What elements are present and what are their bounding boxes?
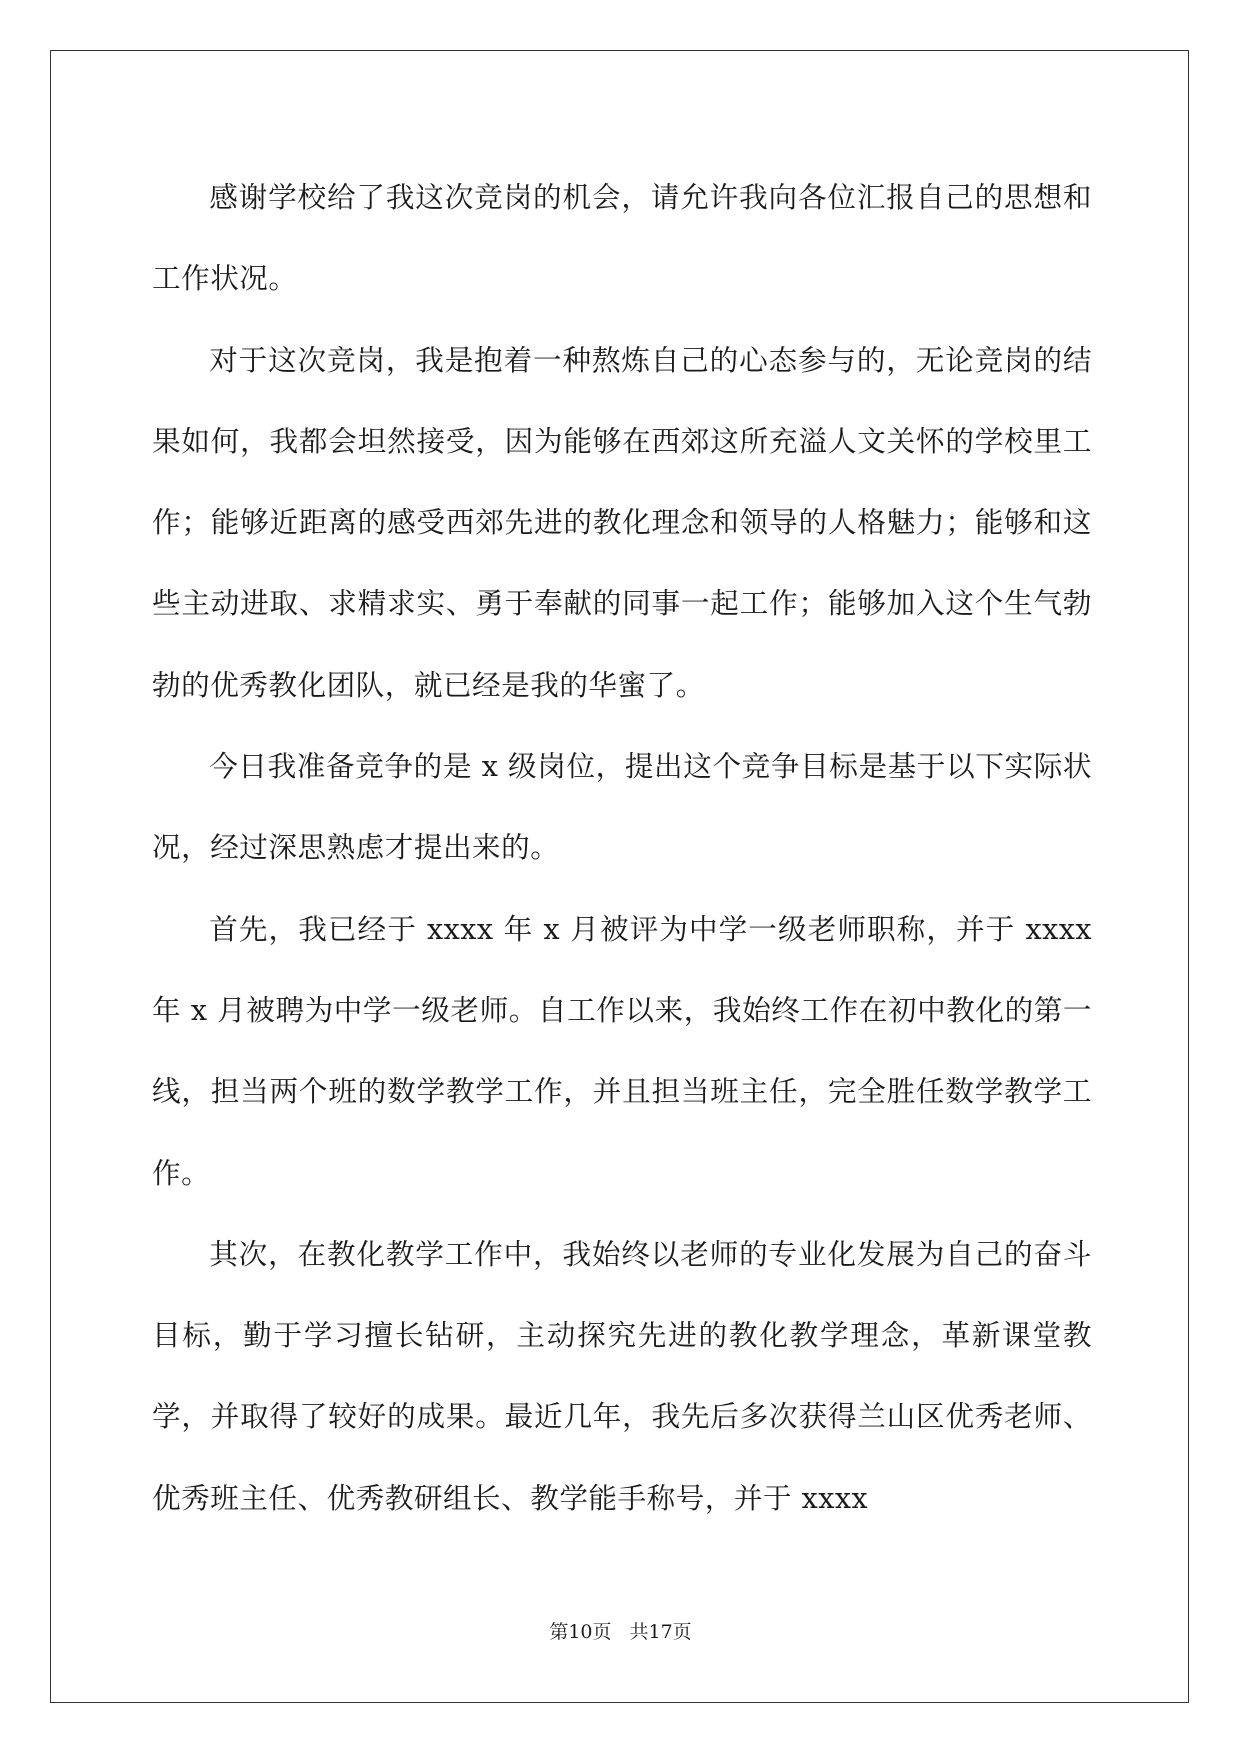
paragraph-1: 感谢学校给了我这次竞岗的机会，请允许我向各位汇报自己的思想和工作状况。 [152,180,1092,296]
document-body [152,157,1092,1539]
paragraph-2: 对于这次竞岗，我是抱着一种熬炼自己的心态参与的，无论竞岗的结果如何，我都会坦然接受，因为能够在西郊这所充溢人文关怀的学校里工作；能够近距离的感受西郊先进的教化理念和领导的人格魅力；能够和这些主动进取、求精求实、勇于奉献的同事一起工作；能够加入这个生气勃勃的优秀教化团队，就已经是我的华蜜了。 [152,342,1092,702]
paragraph-3: 今日我准备竞争的是 x 级岗位，提出这个竞争目标是基于以下实际状况，经过深思熟虑才提出来的。 [152,749,1092,865]
page-footer [0,1617,1241,1644]
paragraph-4: 首先，我已经于 xxxx 年 x 月被评为中学一级老师职称，并于 xxxx 年 x 月被聘为中学一级老师。自工作以来，我始终工作在初中教化的第一线，担当两个班的数学教学工作，并且担当班主任，完全胜任数学教学工作。 [152,911,1092,1190]
current-page-number: 第10页 [549,1621,612,1643]
paragraph-5: 其次，在教化教学工作中，我始终以老师的专业化发展为自己的奋斗目标，勤于学习擅长钻研，主动探究先进的教化教学理念，革新课堂教学，并取得了较好的成果。最近几年，我先后多次获得兰山区优秀老师、优秀班主任、优秀教研组长、教学能手称号，并于 xxxx [152,1236,1092,1515]
total-page-count: 共17页 [629,1621,692,1643]
